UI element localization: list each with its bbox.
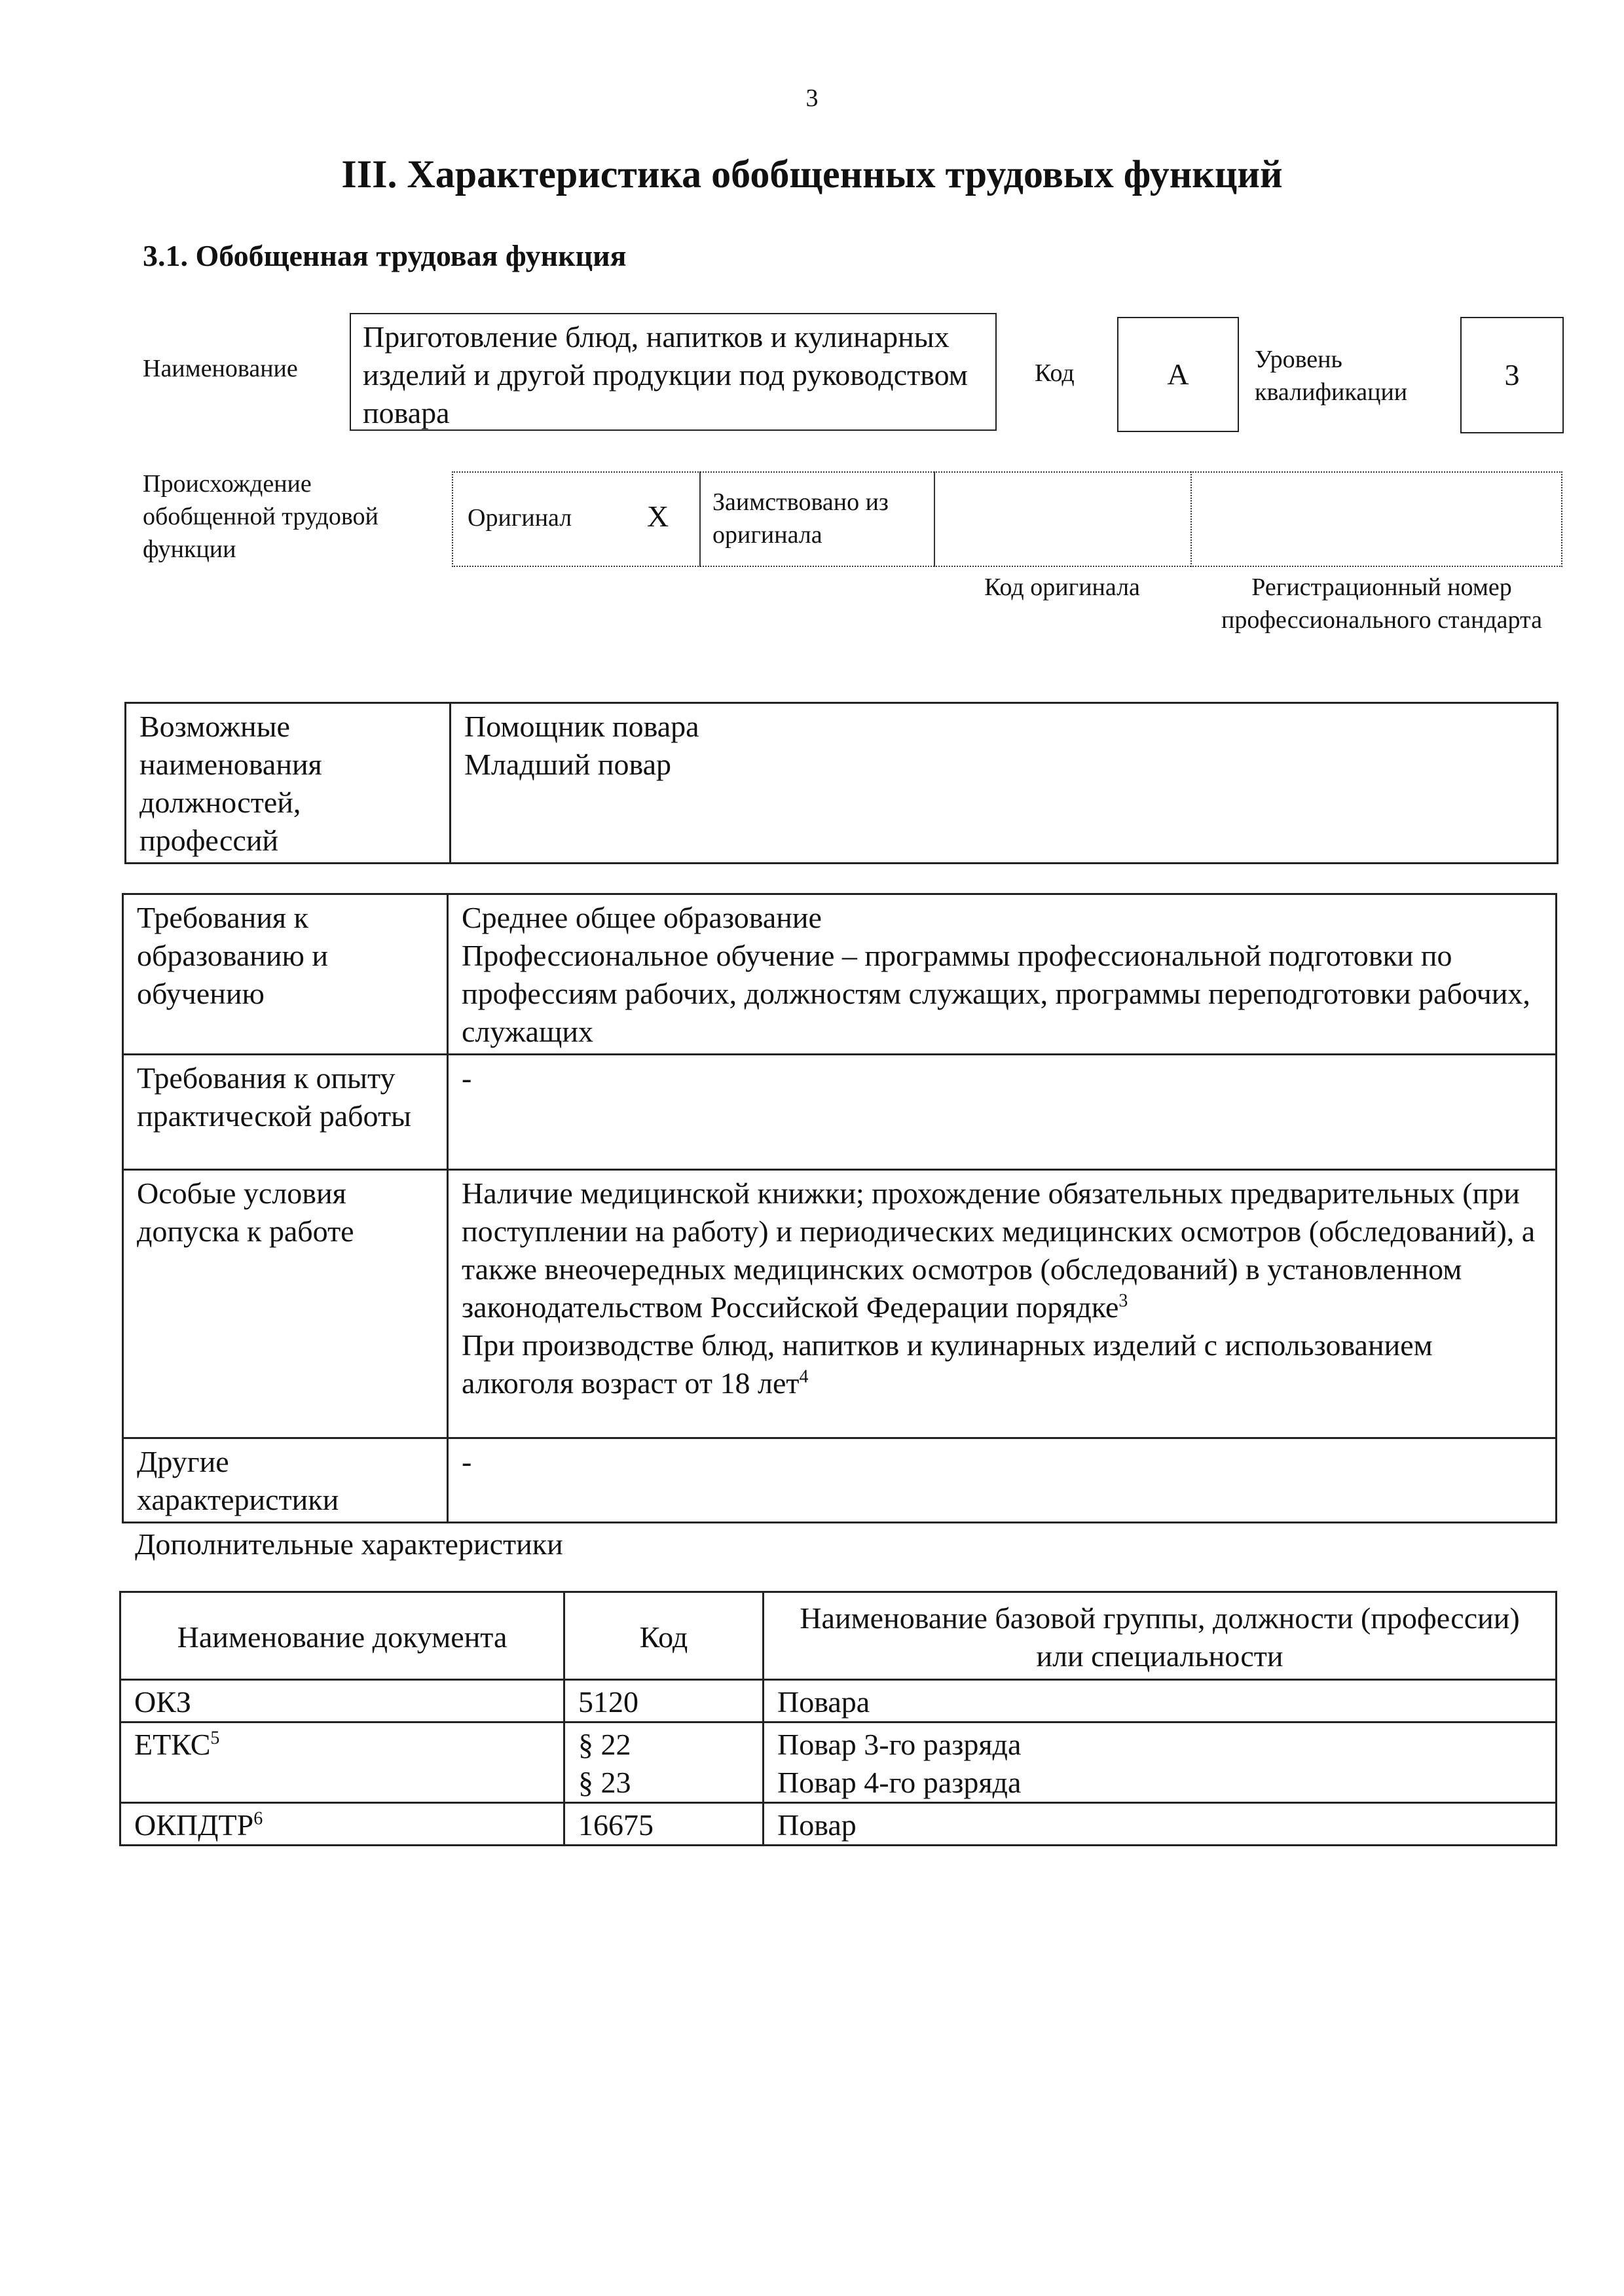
row-name: Повара <box>764 1680 1557 1722</box>
row-doc: ЕТКС$^5$ <box>120 1722 564 1803</box>
name-value: Приготовление блюд, напитков и кулинарных изделий и другой продукции под руководством повара <box>363 320 968 429</box>
additional-table <box>119 1591 1557 1846</box>
req-experience-label: Требования к опыту практической работы <box>123 1055 448 1170</box>
table-row <box>123 1055 1557 1170</box>
col-header-name: Наименование базовой группы, должности (профессии) или специальности <box>764 1592 1557 1680</box>
position-item: Помощник повара <box>464 710 699 743</box>
origin-original-label: Оригинал <box>468 504 572 532</box>
level-value: 3 <box>1504 358 1520 392</box>
col-header-code: Код <box>564 1592 764 1680</box>
footnote-mark: 6 <box>253 1808 263 1829</box>
row-name: Повар 3-го разряда Повар 4-го разряда <box>764 1722 1557 1803</box>
req-line: Профессиональное обучение – программы профессиональной подготовки по профессиям рабочих, должностям служащих, программы переподготовки рабочих, служащих <box>462 939 1530 1048</box>
position-item: Младший повар <box>464 748 671 781</box>
page-number: 3 <box>805 84 819 112</box>
requirements-table <box>122 893 1557 1523</box>
row-doc: ОКПДТР$^6$ <box>120 1803 564 1846</box>
footnote-mark: 5 <box>210 1728 220 1749</box>
table-row <box>120 1680 1557 1722</box>
origin-original-mark: X <box>647 500 669 533</box>
section-title: III. Характеристика обобщенных трудовых функций <box>341 153 1283 196</box>
req-conditions-label: Особые условия допуска к работе <box>123 1170 448 1438</box>
table-row <box>126 703 1558 864</box>
footnote-mark: 3 <box>1118 1290 1128 1311</box>
origin-label: Происхождение обобщенной трудовой функции <box>143 470 378 563</box>
footnote-mark: 4 <box>799 1366 809 1387</box>
additional-title: Дополнительные характеристики <box>135 1527 563 1561</box>
name-label: Наименование <box>143 355 298 382</box>
subsection-title: 3.1. Обобщенная трудовая функция <box>143 239 627 272</box>
req-experience-value: - <box>448 1055 1557 1170</box>
positions-label: Возможные наименования должностей, профессий <box>126 703 451 864</box>
table-row <box>123 1438 1557 1523</box>
req-line: Среднее общее образование <box>462 901 822 934</box>
code-label: Код <box>1035 359 1075 387</box>
req-education-label: Требования к образованию и обучению <box>123 894 448 1055</box>
row-code: § 22 § 23 <box>564 1722 764 1803</box>
table-row <box>120 1803 1557 1846</box>
row-doc: ОКЗ <box>120 1680 564 1722</box>
code-value-box <box>1117 317 1239 432</box>
table-row <box>120 1722 1557 1803</box>
req-line: При производстве блюд, напитков и кулинарных изделий с использованием алкоголя возраст от 18 лет$^4$ <box>462 1328 1433 1400</box>
req-line: Наличие медицинской книжки; прохождение обязательных предварительных (при поступлении на работу) и периодических медицинских осмотров (обследований), а также внеочередных медицинских осмотров (обследований) в установленном законодательством Российской Федерации порядке$^3$ <box>462 1176 1536 1324</box>
row-code: 16675 <box>564 1803 764 1846</box>
table-row <box>123 894 1557 1055</box>
positions-values <box>451 703 1558 864</box>
req-other-label: Другие характеристики <box>123 1438 448 1523</box>
req-other-value: - <box>448 1438 1557 1523</box>
table-row <box>120 1592 1557 1680</box>
req-education-value <box>448 894 1557 1055</box>
code-original-caption: Код оригинала <box>984 574 1140 601</box>
level-label: Уровень квалификации <box>1255 346 1408 406</box>
origin-frame <box>452 471 1562 567</box>
table-row <box>123 1170 1557 1438</box>
row-code: 5120 <box>564 1680 764 1722</box>
name-value-box <box>350 313 997 431</box>
level-value-box <box>1460 317 1564 433</box>
code-value: A <box>1167 357 1189 391</box>
positions-table <box>124 702 1559 864</box>
row-name: Повар <box>764 1803 1557 1846</box>
origin-borrowed-label: Заимствовано из оригинала <box>712 488 889 549</box>
col-header-doc: Наименование документа <box>120 1592 564 1680</box>
reg-number-caption: Регистрационный номер профессионального стандарта <box>1221 574 1542 634</box>
req-conditions-value <box>448 1170 1557 1438</box>
